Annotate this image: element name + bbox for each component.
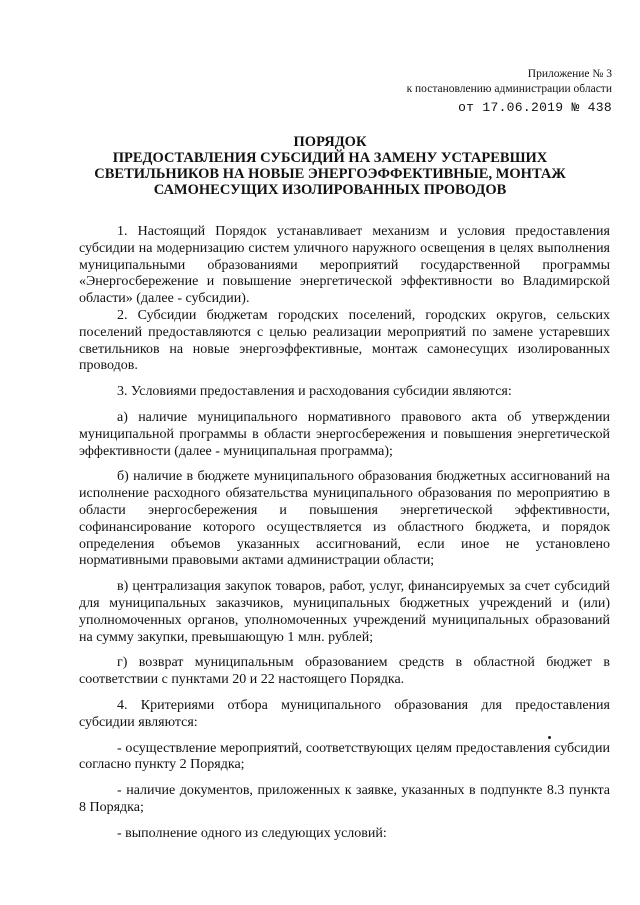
title-line-3: СВЕТИЛЬНИКОВ НА НОВЫЕ ЭНЕРГОЭФФЕКТИВНЫЕ, МОНТАЖ xyxy=(94,166,566,182)
document-title xyxy=(70,134,590,198)
paragraph-3a: а) наличие муниципального нормативного правового акта об утверждении муниципальной программы в области энергосбережения и повышения энергетической эффективности (далее - муниципальная программа); xyxy=(79,409,610,459)
appendix-resolution: к постановлению администрации области xyxy=(406,83,612,95)
paragraph-4a: - осуществление мероприятий, соответствующих целям предоставления субсидии согласно пункту 2 Порядка; xyxy=(79,740,610,773)
title-line-4: САМОНЕСУЩИХ ИЗОЛИРОВАННЫХ ПРОВОДОВ xyxy=(153,182,507,198)
title-line-1: ПОРЯДОК xyxy=(293,134,367,150)
paragraph-1: 1. Настоящий Порядок устанавливает механизм и условия предоставления субсидии на модернизацию систем уличного наружного освещения в целях выполнения муниципальными образованиями мероприятий государственной программы «Энергосбережение и повышение энергетической эффективности во Владимирской области» (далее - субсидии). xyxy=(79,224,610,307)
paragraph-3b: б) наличие в бюджете муниципального образования бюджетных ассигнований на исполнение расходного обязательства муниципального образования по мероприятию в области энергосбережения и повышения энергетической эффективности, софинансирование которого осуществляется из областного бюджета, и порядок определения объемов указанных ассигнований, если иное не установлено нормативными правовыми актами администрации области; xyxy=(79,469,610,569)
paragraph-3v: в) централизация закупок товаров, работ, услуг, финансируемых за счет субсидий для муниципальных заказчиков, муниципальных бюджетных учреждений и (или) уполномоченных органов, уполномоченных учреждений муниципальных образований на сумму закупки, превышающую 1 млн. рублей; xyxy=(79,579,610,645)
appendix-date: от 17.06.2019 № 438 xyxy=(458,100,612,115)
document-body xyxy=(79,224,610,843)
appendix-header xyxy=(312,67,612,117)
scan-speck xyxy=(548,736,551,739)
paragraph-3g: г) возврат муниципальным образованием средств в областной бюджет в соответствии с пунктами 20 и 22 настоящего Порядка. xyxy=(79,655,610,688)
paragraph-2: 2. Субсидии бюджетам городских поселений, городских округов, сельских поселений предоставляются с целью реализации мероприятий по замене устаревших светильников на новые энергоэффективные, монтаж самонесущих изолированных проводов. xyxy=(79,307,610,374)
appendix-number: Приложение № 3 xyxy=(527,68,612,80)
title-line-2: ПРЕДОСТАВЛЕНИЯ СУБСИДИЙ НА ЗАМЕНУ УСТАРЕВШИХ xyxy=(112,150,548,166)
paragraph-3: 3. Условиями предоставления и расходования субсидии являются: xyxy=(117,384,512,400)
paragraph-4b: - наличие документов, приложенных к заявке, указанных в подпункте 8.3 пункта 8 Порядка; xyxy=(79,783,610,815)
paragraph-4: 4. Критериями отбора муниципального образования для предоставления субсидии являются: xyxy=(79,697,610,730)
paragraph-4c: - выполнение одного из следующих условий: xyxy=(117,825,387,841)
